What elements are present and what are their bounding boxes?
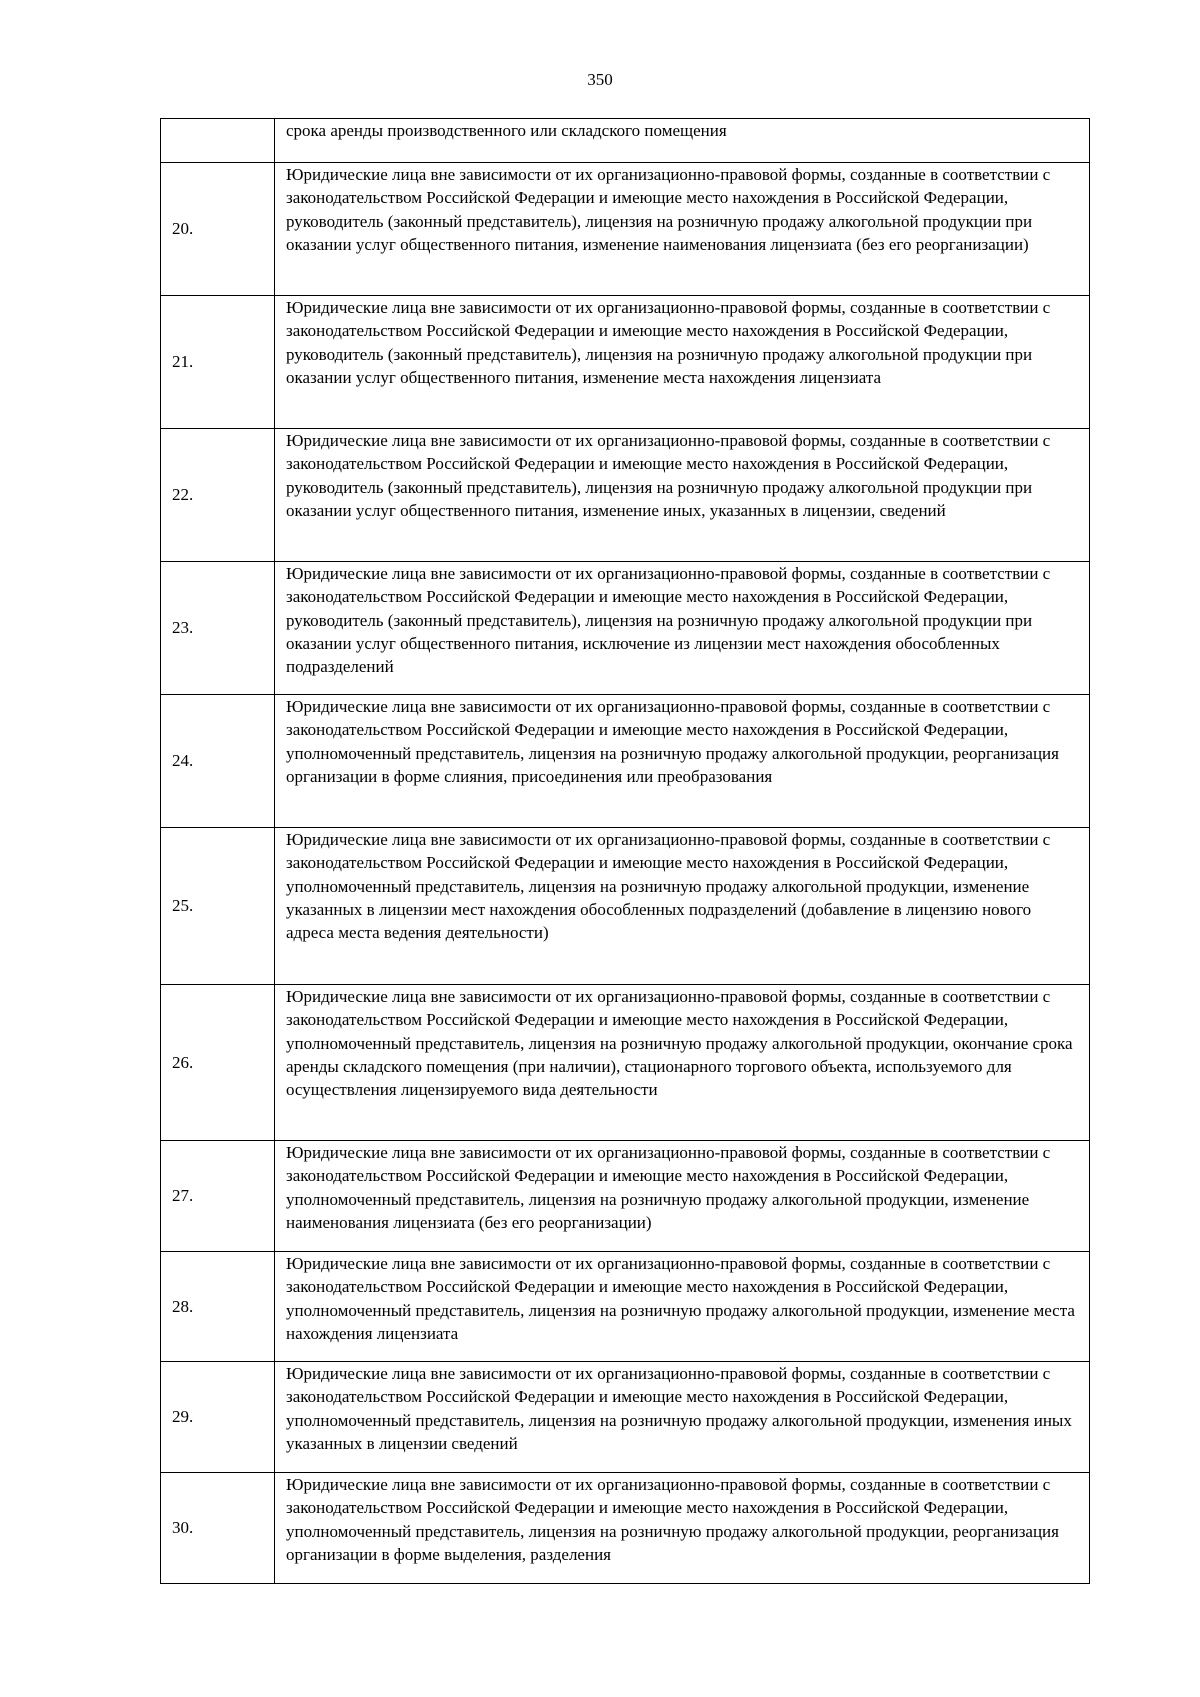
row-number: 29. <box>161 1362 275 1473</box>
table-row <box>161 828 1090 985</box>
table-row <box>161 296 1090 429</box>
table-row <box>161 1141 1090 1252</box>
table-row <box>161 985 1090 1141</box>
table-row <box>161 1252 1090 1362</box>
row-text: Юридические лица вне зависимости от их организационно-правовой формы, созданные в соответствии с законодательством Российской Федерации и имеющие место нахождения в Российской Федерации, уполномоченный представитель, лицензия на розничную продажу алкогольной продукции, реорганизация организации в форме выделения, разделения <box>275 1473 1090 1584</box>
row-text: Юридические лица вне зависимости от их организационно-правовой формы, созданные в соответствии с законодательством Российской Федерации и имеющие место нахождения в Российской Федерации, уполномоченный представитель, лицензия на розничную продажу алкогольной продукции, изменения иных указанных в лицензии сведений <box>275 1362 1090 1473</box>
table-row <box>161 1473 1090 1584</box>
row-text: Юридические лица вне зависимости от их организационно-правовой формы, созданные в соответствии с законодательством Российской Федерации и имеющие место нахождения в Российской Федерации, руководитель (законный представитель), лицензия на розничную продажу алкогольной продукции при оказании услуг общественного питания, изменение места нахождения лицензиата <box>275 296 1090 429</box>
row-number: 24. <box>161 695 275 828</box>
row-text: Юридические лица вне зависимости от их организационно-правовой формы, созданные в соответствии с законодательством Российской Федерации и имеющие место нахождения в Российской Федерации, руководитель (законный представитель), лицензия на розничную продажу алкогольной продукции при оказании услуг общественного питания, исключение из лицензии мест нахождения обособленных подразделений <box>275 562 1090 695</box>
document-table <box>160 118 1090 1584</box>
table-row <box>161 163 1090 296</box>
table-row <box>161 562 1090 695</box>
row-text: Юридические лица вне зависимости от их организационно-правовой формы, созданные в соответствии с законодательством Российской Федерации и имеющие место нахождения в Российской Федерации, руководитель (законный представитель), лицензия на розничную продажу алкогольной продукции при оказании услуг общественного питания, изменение наименования лицензиата (без его реорганизации) <box>275 163 1090 296</box>
row-number: 26. <box>161 985 275 1141</box>
row-text: Юридические лица вне зависимости от их организационно-правовой формы, созданные в соответствии с законодательством Российской Федерации и имеющие место нахождения в Российской Федерации, уполномоченный представитель, лицензия на розничную продажу алкогольной продукции, изменение места нахождения лицензиата <box>275 1252 1090 1362</box>
row-number: 25. <box>161 828 275 985</box>
table-row <box>161 1362 1090 1473</box>
row-text: Юридические лица вне зависимости от их организационно-правовой формы, созданные в соответствии с законодательством Российской Федерации и имеющие место нахождения в Российской Федерации, уполномоченный представитель, лицензия на розничную продажу алкогольной продукции, изменение указанных в лицензии мест нахождения обособленных подразделений (добавление в лицензию нового адреса места ведения деятельности) <box>275 828 1090 985</box>
row-number: 23. <box>161 562 275 695</box>
row-text: Юридические лица вне зависимости от их организационно-правовой формы, созданные в соответствии с законодательством Российской Федерации и имеющие место нахождения в Российской Федерации, руководитель (законный представитель), лицензия на розничную продажу алкогольной продукции при оказании услуг общественного питания, изменение иных, указанных в лицензии, сведений <box>275 429 1090 562</box>
table-row <box>161 695 1090 828</box>
row-number: 28. <box>161 1252 275 1362</box>
row-number: 27. <box>161 1141 275 1252</box>
row-text: Юридические лица вне зависимости от их организационно-правовой формы, созданные в соответствии с законодательством Российской Федерации и имеющие место нахождения в Российской Федерации, уполномоченный представитель, лицензия на розничную продажу алкогольной продукции, реорганизация организации в форме слияния, присоединения или преобразования <box>275 695 1090 828</box>
table-row <box>161 119 1090 163</box>
row-text: Юридические лица вне зависимости от их организационно-правовой формы, созданные в соответствии с законодательством Российской Федерации и имеющие место нахождения в Российской Федерации, уполномоченный представитель, лицензия на розничную продажу алкогольной продукции, окончание срока аренды складского помещения (при наличии), стационарного торгового объекта, используемого для осуществления лицензируемого вида деятельности <box>275 985 1090 1141</box>
row-number: 21. <box>161 296 275 429</box>
page-number: 350 <box>587 70 613 89</box>
row-number: 20. <box>161 163 275 296</box>
row-text: Юридические лица вне зависимости от их организационно-правовой формы, созданные в соответствии с законодательством Российской Федерации и имеющие место нахождения в Российской Федерации, уполномоченный представитель, лицензия на розничную продажу алкогольной продукции, изменение наименования лицензиата (без его реорганизации) <box>275 1141 1090 1252</box>
row-number: 30. <box>161 1473 275 1584</box>
row-number <box>161 119 275 163</box>
table-row <box>161 429 1090 562</box>
row-number: 22. <box>161 429 275 562</box>
row-text: срока аренды производственного или складского помещения <box>275 119 1090 163</box>
